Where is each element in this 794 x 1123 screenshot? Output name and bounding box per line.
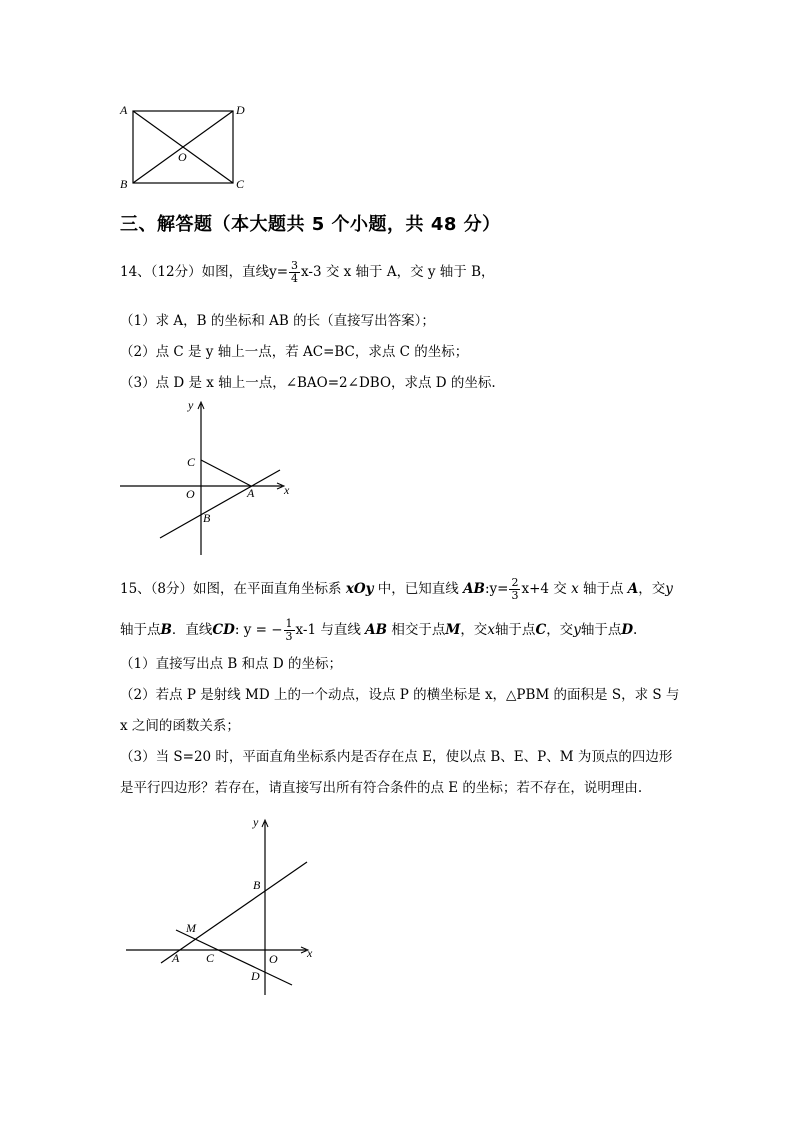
q15-l2-a: 轴于点 bbox=[120, 622, 161, 638]
q14-part3: （3）点 D 是 x 轴上一点，∠BAO=2∠DBO，求点 D 的坐标. bbox=[120, 375, 496, 391]
q14-frac-den: 4 bbox=[291, 272, 299, 285]
q15-l2-pointC: C bbox=[535, 622, 547, 638]
q15-l2-pointD: D bbox=[621, 622, 634, 638]
section-heading: 三、解答题（本大题共 5 个小题，共 48 分） bbox=[120, 214, 501, 235]
q15-label-x: x bbox=[307, 946, 313, 960]
q15-l1-e: 轴于点 bbox=[583, 581, 624, 597]
q15-frac1-den: 3 bbox=[511, 589, 519, 602]
q15-part3-line1: （3）当 S=20 时，平面直角坐标系内是否存在点 E，使以点 B、E、P、M 为顶点的四边形 bbox=[120, 749, 673, 765]
rect-label-d: D bbox=[236, 103, 245, 117]
q15-l2-ab: AB bbox=[365, 622, 388, 638]
q15-part3-line2: 是平行四边形？若存在，请直接写出所有符合条件的点 E 的坐标；若不存在，说明理由. bbox=[120, 780, 643, 796]
rect-label-b: B bbox=[120, 177, 128, 191]
q14-prefix: 14、（12分）如图，直线y= bbox=[120, 264, 289, 280]
q15-label-m: M bbox=[186, 921, 196, 935]
q15-l2-j: . bbox=[633, 622, 638, 638]
q14-part2: （2）点 C 是 y 轴上一点，若 AC=BC，求点 C 的坐标； bbox=[120, 344, 469, 360]
q15-l1-ab: AB bbox=[463, 581, 485, 597]
q15-l1-b: 中，已知直线 bbox=[377, 581, 459, 597]
q15-l2-e: 相交于点 bbox=[391, 622, 446, 638]
q15-l1-f: ，交 bbox=[638, 581, 666, 597]
q14-suffix: x-3 交 x 轴于 A，交 y 轴于 B， bbox=[301, 264, 495, 280]
q15-l2-d: x-1 与直线 bbox=[295, 622, 361, 638]
q14-frac-num: 3 bbox=[291, 259, 299, 272]
q15-l1-c: :y= bbox=[484, 581, 509, 597]
q15-part2-line2: x 之间的函数关系； bbox=[120, 718, 240, 734]
q14-label-o: O bbox=[186, 487, 195, 501]
q14-label-a: A bbox=[247, 486, 255, 500]
rect-label-o: O bbox=[178, 150, 187, 164]
q15-l2-cd: CD bbox=[212, 622, 235, 638]
q15-label-y: y bbox=[253, 815, 259, 829]
q15-l2-f: ，交 bbox=[460, 622, 488, 638]
q15-l1-xoy: xOy bbox=[345, 581, 374, 597]
q15-l2-y: y bbox=[573, 622, 581, 638]
q15-l2-pointM: M bbox=[445, 622, 461, 638]
q15-l2-x: x bbox=[487, 622, 495, 638]
q15-label-d: D bbox=[251, 969, 260, 983]
q14-label-y: y bbox=[188, 398, 194, 412]
q15-l1-d: x+4 交 bbox=[521, 581, 567, 597]
q15-part1: （1）直接写出点 B 和点 D 的坐标； bbox=[120, 656, 342, 672]
q15-label-b: B bbox=[253, 878, 261, 892]
q15-l2-c: : y = − bbox=[234, 622, 283, 638]
q15-label-a: A bbox=[172, 951, 180, 965]
rect-label-a: A bbox=[120, 103, 128, 117]
q15-label-o: O bbox=[269, 952, 278, 966]
q14-part1: （1）求 A，B 的坐标和 AB 的长（直接写出答案）； bbox=[120, 313, 435, 329]
q15-l1-pointA: A bbox=[627, 581, 639, 597]
q15-l2-pointB: B bbox=[160, 622, 172, 638]
q15-l1-a: 15、（8分）如图，在平面直角坐标系 bbox=[120, 581, 342, 597]
q14-label-b: B bbox=[203, 511, 211, 525]
q14-label-x: x bbox=[284, 483, 290, 497]
q15-frac2-num: 1 bbox=[285, 617, 293, 630]
q14-label-c: C bbox=[187, 455, 196, 469]
q15-l1-y: y bbox=[665, 581, 673, 597]
q15-l2-g: 轴于点 bbox=[494, 622, 536, 638]
rect-label-c: C bbox=[236, 177, 245, 191]
q15-l2-h: ，交 bbox=[546, 622, 574, 638]
q15-l2-b: ．直线 bbox=[171, 622, 213, 638]
q15-l1-x: x bbox=[571, 581, 579, 597]
q15-label-c: C bbox=[206, 951, 215, 965]
q15-frac1-num: 2 bbox=[511, 576, 519, 589]
q15-part2-line1: （2）若点 P 是射线 MD 上的一个动点，设点 P 的横坐标是 x，△PBM 的面积是 S，求 S 与 bbox=[120, 687, 680, 703]
q15-frac2-den: 3 bbox=[285, 630, 293, 643]
q15-l2-i: 轴于点 bbox=[580, 622, 622, 638]
q15-line-ab bbox=[161, 862, 307, 963]
